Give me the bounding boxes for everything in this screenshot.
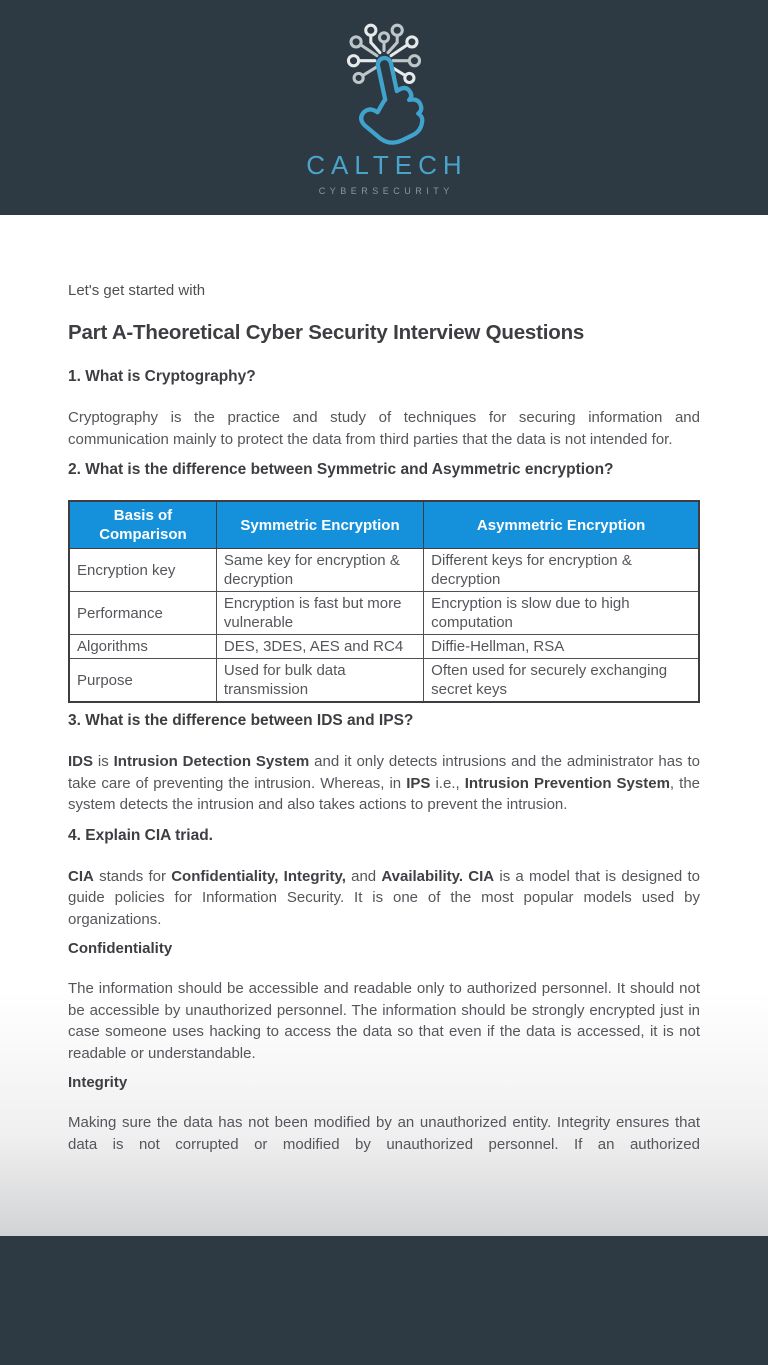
integrity-heading: Integrity [68, 1074, 128, 1091]
encryption-comparison-table [68, 500, 700, 703]
table-header-asymmetric: Asymmetric Encryption [424, 501, 699, 549]
table-cell: Performance [69, 592, 216, 635]
table-row [69, 635, 699, 659]
question-2-heading: 2. What is the difference between Symmetric and Asymmetric encryption? [68, 461, 614, 478]
table-cell: Encryption is fast but more vulnerable [216, 592, 423, 635]
table-cell: DES, 3DES, AES and RC4 [216, 635, 423, 659]
table-cell: Used for bulk data transmission [216, 659, 423, 703]
document-page [0, 215, 768, 1236]
table-cell: Encryption is slow due to high computation [424, 592, 699, 635]
footer-band [0, 1236, 768, 1365]
integrity-text: Making sure the data has not been modified by an unauthorized entity. Integrity ensures that data is not corrupted or modified by unauthorized personnel. If an authorized [68, 1114, 700, 1153]
header-band [0, 0, 768, 215]
caltech-logo [0, 0, 768, 196]
table-cell: Often used for securely exchanging secret keys [424, 659, 699, 703]
table-row [69, 549, 699, 592]
table-row [69, 592, 699, 635]
table-cell: Different keys for encryption & decryption [424, 549, 699, 592]
table-cell: Algorithms [69, 635, 216, 659]
table-cell: Same key for encryption & decryption [216, 549, 423, 592]
brand-name: CALTECH [306, 150, 468, 180]
question-3-heading: 3. What is the difference between IDS and IPS? [68, 712, 414, 729]
table-header-basis: Basis of Comparison [69, 501, 216, 549]
table-row [69, 659, 699, 703]
intro-text: Let's get started with [68, 282, 206, 299]
table-cell: Encryption key [69, 549, 216, 592]
page-title: Part A-Theoretical Cyber Security Interview Questions [68, 321, 585, 344]
confidentiality-heading: Confidentiality [68, 940, 173, 957]
question-1-answer: Cryptography is the practice and study of techniques for securing information and communication mainly to protect the data from third parties that the data is not intended for. [68, 409, 700, 448]
question-1-heading: 1. What is Cryptography? [68, 368, 256, 385]
table-cell: Purpose [69, 659, 216, 703]
circuit-network-icon [348, 25, 419, 82]
question-3-answer: IDS is Intrusion Detection System and it only detects intrusions and the administrator has to take care of preventing the intrusion. Whereas, in IPS i.e., Intrusion Prevention System, the system detects the intrusion and also takes actions to prevent the intrusion. [68, 753, 701, 813]
table-cell: Diffie-Hellman, RSA [424, 635, 699, 659]
brand-tagline: CYBERSECURITY [318, 186, 454, 196]
question-4-answer: CIA stands for Confidentiality, Integrity, and Availability. CIA is a model that is designed to guide policies for Information Security. It is one of the most popular models used by organizations. [68, 867, 700, 928]
confidentiality-text: The information should be accessible and readable only to authorized personnel. It should not be accessible by unauthorized personnel. The information should be strongly encrypted just in case someone uses hacking to access the data so that even if the data is accessed, it is not readable or understandable. [68, 980, 700, 1062]
caltech-logo-icon [323, 14, 445, 148]
table-header-symmetric: Symmetric Encryption [216, 501, 423, 549]
table-header-row [69, 501, 699, 549]
question-4-heading: 4. Explain CIA triad. [68, 826, 213, 844]
